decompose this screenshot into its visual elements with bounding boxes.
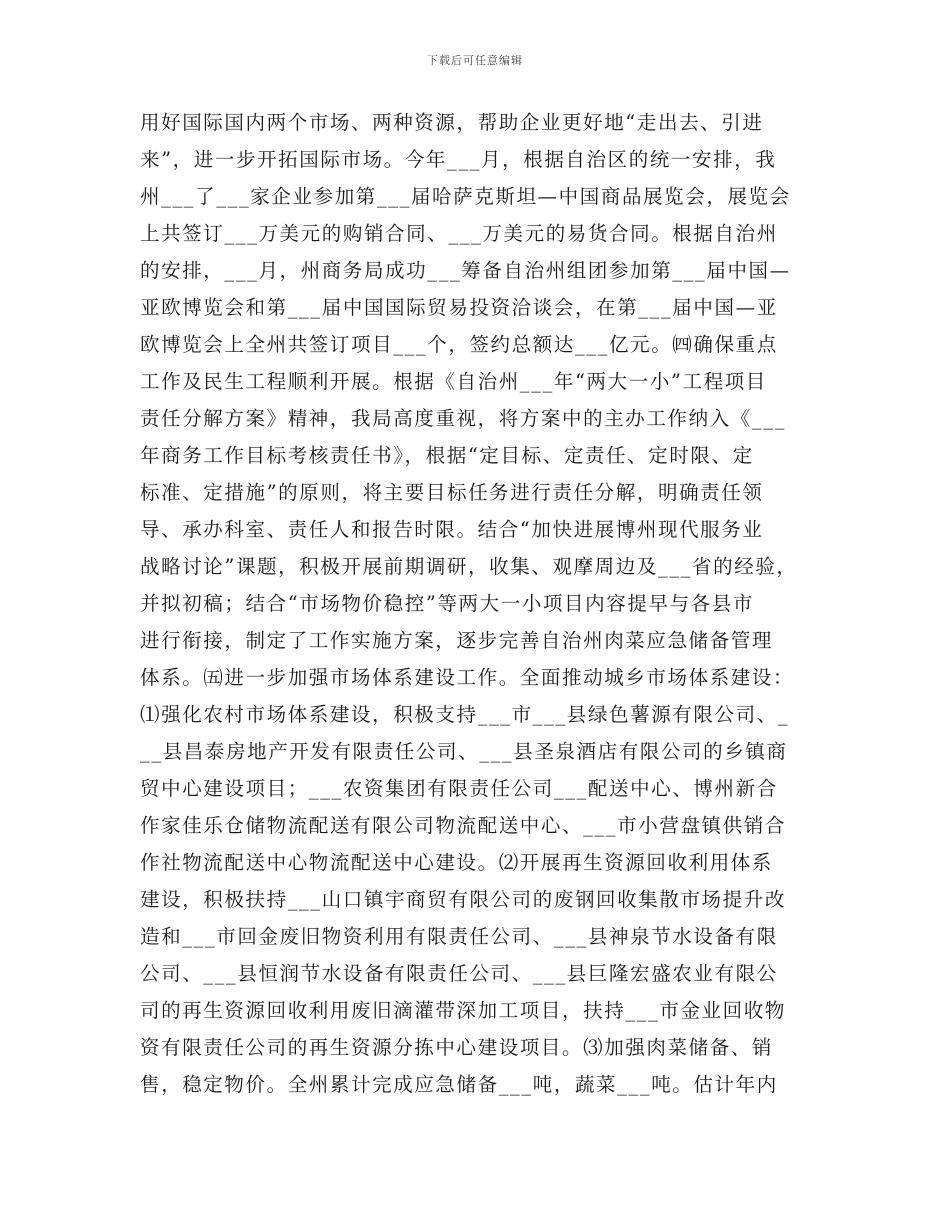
text-line: 责任分解方案》精神，我局高度重视，将方案中的主办工作纳入《___ — [140, 407, 786, 430]
text-line: __县昌泰房地产开发有限责任公司、___县圣泉酒店有限公司的乡镇商 — [140, 740, 788, 763]
text-line: 导、承办科室、责任人和报告时限。结合“加快进展博州现代服务业 — [140, 518, 764, 541]
text-line: 司的再生资源回收利用废旧滴灌带深加工项目，扶持___市金业回收物 — [140, 999, 786, 1022]
text-line: 作家佳乐仓储物流配送有限公司物流配送中心、___市小营盘镇供销合 — [140, 814, 786, 837]
text-line: 公司、___县恒润节水设备有限责任公司、___县巨隆宏盛农业有限公 — [140, 962, 778, 985]
text-line: 州___了___家企业参加第___届哈萨克斯坦—中国商品展览会，展览会 — [140, 185, 791, 208]
document-body — [140, 104, 820, 1103]
text-line: 标准、定措施”的原则，将主要目标任务进行责任分解，明确责任领 — [140, 481, 764, 504]
text-line: 年商务工作目标考核责任书》，根据“定目标、定责任、定时限、定 — [140, 444, 754, 467]
text-line: 的安排，___月，州商务局成功___筹备自治州组团参加第___届中国— — [140, 259, 791, 282]
text-line: 售，稳定物价。全州累计完成应急储备___吨，蔬菜___吨。估计年内 — [140, 1073, 778, 1096]
text-line: 战略讨论”课题，积极开展前期调研，收集、观摩周边及___省的经验， — [140, 555, 798, 578]
text-line: 上共签订___万美元的购销合同、___万美元的易货合同。根据自治州 — [140, 222, 778, 245]
text-line: 并拟初稿；结合“市场物价稳控”等两大一小项目内容提早与各县市 — [140, 592, 754, 615]
text-line: 欧博览会上全州共签订项目___个，签约总额达___亿元。㈣确保重点 — [140, 333, 778, 356]
text-line: 贸中心建设项目；___农资集团有限责任公司___配送中心、博州新合 — [140, 777, 778, 800]
text-line: 资有限责任公司的再生资源分拣中心建设项目。⑶加强肉菜储备、销 — [140, 1036, 774, 1059]
text-line: 作社物流配送中心物流配送中心建设。⑵开展再生资源回收利用体系 — [140, 851, 774, 874]
text-line: 建设，积极扶持___山口镇宇商贸有限公司的废钢回收集散市场提升改 — [140, 888, 786, 911]
text-line: ⑴强化农村市场体系建设，积极支持___市___县绿色薯源有限公司、_ — [140, 703, 790, 726]
text-line: 用好国际国内两个市场、两种资源，帮助企业更好地“走出去、引进 — [140, 111, 764, 134]
text-line: 来”，进一步开拓国际市场。今年___月，根据自治区的统一安排，我 — [140, 148, 777, 171]
text-line: 亚欧博览会和第___届中国国际贸易投资洽谈会，在第___届中国—亚 — [140, 296, 778, 319]
page-header-note: 下载后可任意编辑 — [427, 54, 523, 67]
text-line: 体系。㈤进一步加强市场体系建设工作。全面推动城乡市场体系建设： — [140, 666, 795, 689]
text-line: 工作及民生工程顺利开展。根据《自治州___年“两大一小”工程项目 — [140, 370, 767, 393]
text-line: 造和___市回金废旧物资利用有限责任公司、___县神泉节水设备有限 — [140, 925, 778, 948]
text-line: 进行衔接，制定了工作实施方案，逐步完善自治州肉菜应急储备管理 — [140, 629, 774, 652]
